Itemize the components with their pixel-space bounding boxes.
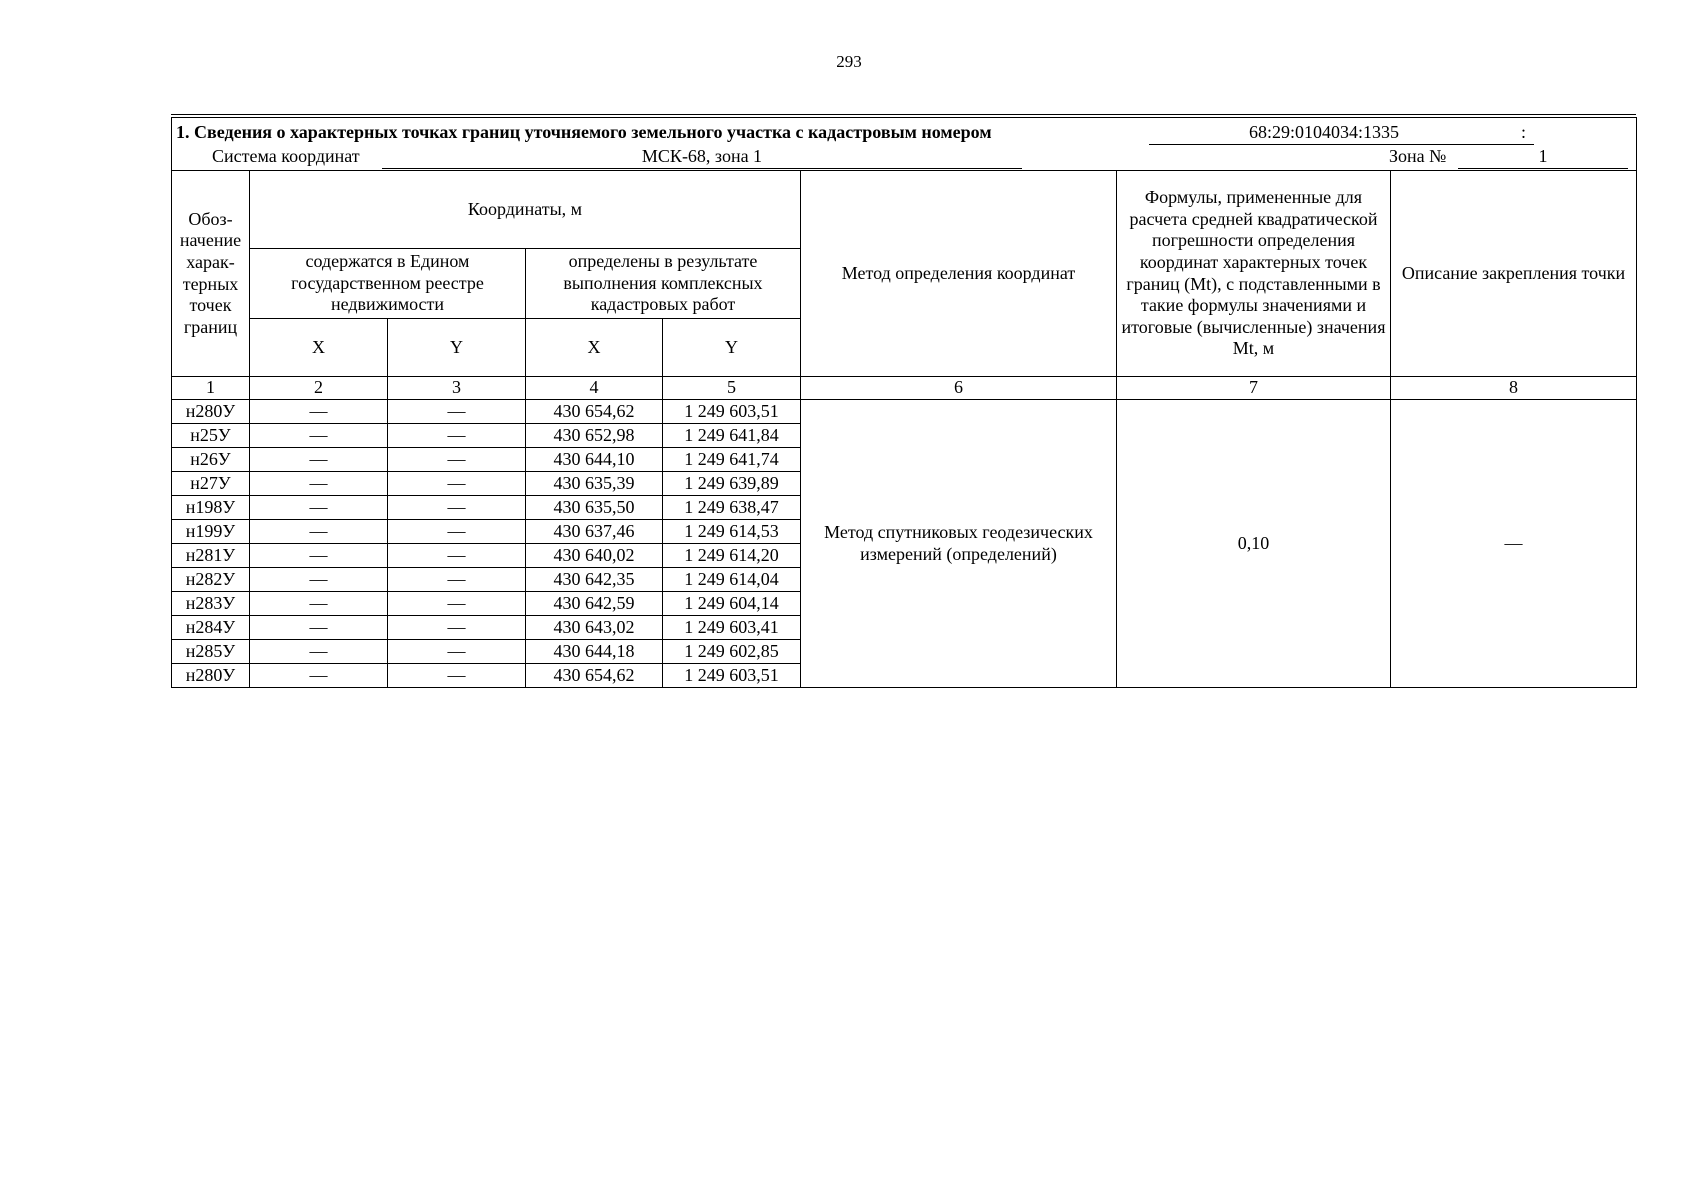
description-cell: —: [1391, 400, 1637, 688]
registry-y-cell: —: [388, 664, 526, 688]
determined-y-cell: 1 249 614,04: [663, 568, 801, 592]
point-cell: н285У: [172, 640, 250, 664]
column-number: 3: [388, 377, 526, 400]
determined-x-cell: 430 654,62: [526, 400, 663, 424]
registry-x-cell: —: [250, 664, 388, 688]
determined-y-cell: 1 249 639,89: [663, 472, 801, 496]
cadastral-colon: :: [1521, 122, 1527, 142]
point-cell: н281У: [172, 544, 250, 568]
point-cell: н280У: [172, 400, 250, 424]
registry-x-cell: —: [250, 640, 388, 664]
zone-label: Зона №: [1389, 146, 1447, 166]
registry-x-cell: —: [250, 616, 388, 640]
header-designation: Обоз-начение харак-терных точек границ: [172, 171, 250, 377]
registry-y-cell: —: [388, 640, 526, 664]
registry-x-cell: —: [250, 592, 388, 616]
determined-y-cell: 1 249 614,20: [663, 544, 801, 568]
registry-y-cell: —: [388, 520, 526, 544]
determined-x-cell: 430 644,10: [526, 448, 663, 472]
table-row: [172, 400, 1637, 424]
section-title: 1. Сведения о характерных точках границ уточняемого земельного участка с кадастровым номером: [176, 122, 992, 142]
cadastral-number: 68:29:0104034:1335: [1149, 122, 1534, 145]
registry-x-cell: —: [250, 544, 388, 568]
coord-system-value: МСК-68, зона 1: [382, 146, 1022, 169]
registry-y-cell: —: [388, 592, 526, 616]
point-cell: н280У: [172, 664, 250, 688]
column-number: 2: [250, 377, 388, 400]
header-description: Описание закрепления точки: [1391, 171, 1637, 377]
zone-value: 1: [1458, 146, 1628, 169]
determined-y-cell: 1 249 603,41: [663, 616, 801, 640]
determined-y-cell: 1 249 614,53: [663, 520, 801, 544]
point-cell: н199У: [172, 520, 250, 544]
point-cell: н284У: [172, 616, 250, 640]
determined-x-cell: 430 642,35: [526, 568, 663, 592]
header-determined-y: Y: [663, 319, 801, 377]
column-number: 4: [526, 377, 663, 400]
header-method: Метод определения координат: [801, 171, 1117, 377]
point-cell: н198У: [172, 496, 250, 520]
registry-x-cell: —: [250, 424, 388, 448]
column-number: 8: [1391, 377, 1637, 400]
header-determined-x: X: [526, 319, 663, 377]
registry-y-cell: —: [388, 400, 526, 424]
determined-x-cell: 430 635,50: [526, 496, 663, 520]
determined-y-cell: 1 249 603,51: [663, 664, 801, 688]
registry-y-cell: —: [388, 496, 526, 520]
determined-x-cell: 430 652,98: [526, 424, 663, 448]
determined-x-cell: 430 640,02: [526, 544, 663, 568]
document-frame: [171, 114, 1636, 688]
section-header: [172, 118, 1637, 171]
method-cell: Метод спутниковых геодезических измерений (определений): [801, 400, 1117, 688]
point-cell: н25У: [172, 424, 250, 448]
determined-y-cell: 1 249 603,51: [663, 400, 801, 424]
coord-system-label: Система координат: [212, 146, 360, 166]
determined-x-cell: 430 637,46: [526, 520, 663, 544]
column-number: 5: [663, 377, 801, 400]
determined-x-cell: 430 644,18: [526, 640, 663, 664]
registry-y-cell: —: [388, 544, 526, 568]
column-number: 7: [1117, 377, 1391, 400]
registry-y-cell: —: [388, 424, 526, 448]
point-cell: н283У: [172, 592, 250, 616]
registry-x-cell: —: [250, 520, 388, 544]
registry-x-cell: —: [250, 472, 388, 496]
registry-y-cell: —: [388, 616, 526, 640]
determined-x-cell: 430 643,02: [526, 616, 663, 640]
point-cell: н26У: [172, 448, 250, 472]
header-registry-y: Y: [388, 319, 526, 377]
determined-y-cell: 1 249 641,84: [663, 424, 801, 448]
registry-x-cell: —: [250, 400, 388, 424]
registry-x-cell: —: [250, 568, 388, 592]
determined-x-cell: 430 635,39: [526, 472, 663, 496]
header-formulas: Формулы, примененные для расчета средней квадратической погрешности определения координат характерных точек границ (Mt), с подставленными в такие формулы значениями и итоговые (вычисленные) значения Mt, м: [1117, 171, 1391, 377]
determined-y-cell: 1 249 602,85: [663, 640, 801, 664]
determined-x-cell: 430 642,59: [526, 592, 663, 616]
boundary-points-table: [171, 117, 1637, 688]
determined-y-cell: 1 249 604,14: [663, 592, 801, 616]
page-number: 293: [836, 52, 862, 71]
registry-x-cell: —: [250, 496, 388, 520]
header-registry-x: X: [250, 319, 388, 377]
registry-y-cell: —: [388, 448, 526, 472]
column-number: 6: [801, 377, 1117, 400]
registry-y-cell: —: [388, 568, 526, 592]
determined-y-cell: 1 249 638,47: [663, 496, 801, 520]
header-determined: определены в результате выполнения комплексных кадастровых работ: [526, 249, 801, 319]
point-cell: н27У: [172, 472, 250, 496]
point-cell: н282У: [172, 568, 250, 592]
registry-y-cell: —: [388, 472, 526, 496]
registry-x-cell: —: [250, 448, 388, 472]
determined-x-cell: 430 654,62: [526, 664, 663, 688]
header-coordinates: Координаты, м: [250, 171, 801, 249]
header-in-registry: содержатся в Едином государственном реестре недвижимости: [250, 249, 526, 319]
column-number-row: [172, 377, 1637, 400]
mt-value-cell: 0,10: [1117, 400, 1391, 688]
column-number: 1: [172, 377, 250, 400]
determined-y-cell: 1 249 641,74: [663, 448, 801, 472]
